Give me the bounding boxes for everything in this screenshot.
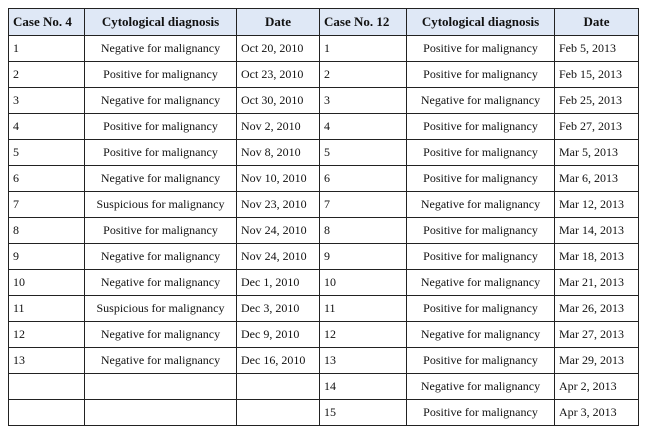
table-row <box>9 400 639 426</box>
table-row <box>9 166 639 192</box>
header-case-no-4: Case No. 4 <box>9 9 85 36</box>
date-4-cell: Oct 23, 2010 <box>237 62 320 88</box>
date-4-cell: Nov 24, 2010 <box>237 244 320 270</box>
diagnosis-12-cell: Positive for malignancy <box>407 244 555 270</box>
diagnosis-12-cell: Positive for malignancy <box>407 296 555 322</box>
diagnosis-4-cell: Negative for malignancy <box>85 348 237 374</box>
diagnosis-4-cell: Suspicious for malignancy <box>85 192 237 218</box>
cytology-table <box>8 8 639 426</box>
date-4-cell: Nov 23, 2010 <box>237 192 320 218</box>
table-row <box>9 322 639 348</box>
diagnosis-12-cell: Negative for malignancy <box>407 374 555 400</box>
case-no-4-cell: 5 <box>9 140 85 166</box>
date-12-cell: Mar 26, 2013 <box>555 296 639 322</box>
date-4-cell: Nov 24, 2010 <box>237 218 320 244</box>
date-4-cell: Nov 2, 2010 <box>237 114 320 140</box>
diagnosis-4-cell: Positive for malignancy <box>85 218 237 244</box>
date-4-cell: Dec 3, 2010 <box>237 296 320 322</box>
date-4-cell: Dec 9, 2010 <box>237 322 320 348</box>
date-12-cell: Feb 25, 2013 <box>555 88 639 114</box>
date-4-cell: Nov 10, 2010 <box>237 166 320 192</box>
case-no-12-cell: 3 <box>320 88 407 114</box>
diagnosis-4-cell: Negative for malignancy <box>85 36 237 62</box>
case-no-4-cell <box>9 400 85 426</box>
diagnosis-4-cell: Negative for malignancy <box>85 166 237 192</box>
table-row <box>9 374 639 400</box>
date-12-cell: Mar 6, 2013 <box>555 166 639 192</box>
case-no-12-cell: 8 <box>320 218 407 244</box>
diagnosis-12-cell: Positive for malignancy <box>407 62 555 88</box>
table-row <box>9 244 639 270</box>
date-12-cell: Feb 27, 2013 <box>555 114 639 140</box>
table-row <box>9 140 639 166</box>
case-no-4-cell: 6 <box>9 166 85 192</box>
case-no-12-cell: 5 <box>320 140 407 166</box>
case-no-4-cell: 13 <box>9 348 85 374</box>
case-no-12-cell: 10 <box>320 270 407 296</box>
table-row <box>9 296 639 322</box>
diagnosis-4-cell <box>85 374 237 400</box>
case-no-12-cell: 11 <box>320 296 407 322</box>
case-no-4-cell: 3 <box>9 88 85 114</box>
table-body <box>9 36 639 426</box>
case-no-4-cell: 11 <box>9 296 85 322</box>
diagnosis-4-cell: Positive for malignancy <box>85 114 237 140</box>
date-4-cell: Oct 30, 2010 <box>237 88 320 114</box>
date-4-cell: Dec 16, 2010 <box>237 348 320 374</box>
date-12-cell: Mar 29, 2013 <box>555 348 639 374</box>
diagnosis-4-cell: Positive for malignancy <box>85 62 237 88</box>
diagnosis-12-cell: Positive for malignancy <box>407 166 555 192</box>
date-12-cell: Mar 5, 2013 <box>555 140 639 166</box>
table-row <box>9 192 639 218</box>
case-no-4-cell: 9 <box>9 244 85 270</box>
date-12-cell: Apr 3, 2013 <box>555 400 639 426</box>
table-row <box>9 348 639 374</box>
table-row <box>9 114 639 140</box>
case-no-12-cell: 15 <box>320 400 407 426</box>
diagnosis-4-cell: Negative for malignancy <box>85 88 237 114</box>
diagnosis-12-cell: Positive for malignancy <box>407 36 555 62</box>
diagnosis-12-cell: Negative for malignancy <box>407 88 555 114</box>
diagnosis-4-cell: Negative for malignancy <box>85 270 237 296</box>
diagnosis-12-cell: Positive for malignancy <box>407 400 555 426</box>
case-no-4-cell: 12 <box>9 322 85 348</box>
date-12-cell: Mar 21, 2013 <box>555 270 639 296</box>
case-no-12-cell: 1 <box>320 36 407 62</box>
table-row <box>9 36 639 62</box>
diagnosis-12-cell: Negative for malignancy <box>407 322 555 348</box>
diagnosis-12-cell: Positive for malignancy <box>407 218 555 244</box>
date-12-cell: Feb 5, 2013 <box>555 36 639 62</box>
date-4-cell: Nov 8, 2010 <box>237 140 320 166</box>
date-12-cell: Feb 15, 2013 <box>555 62 639 88</box>
diagnosis-12-cell: Negative for malignancy <box>407 192 555 218</box>
case-no-12-cell: 2 <box>320 62 407 88</box>
case-no-4-cell: 2 <box>9 62 85 88</box>
date-12-cell: Apr 2, 2013 <box>555 374 639 400</box>
date-4-cell <box>237 374 320 400</box>
header-date-4: Date <box>237 9 320 36</box>
table-row <box>9 88 639 114</box>
diagnosis-4-cell <box>85 400 237 426</box>
case-no-4-cell: 8 <box>9 218 85 244</box>
case-no-4-cell: 1 <box>9 36 85 62</box>
case-no-12-cell: 7 <box>320 192 407 218</box>
diagnosis-12-cell: Positive for malignancy <box>407 114 555 140</box>
table-row <box>9 62 639 88</box>
case-no-12-cell: 14 <box>320 374 407 400</box>
case-no-12-cell: 6 <box>320 166 407 192</box>
header-row <box>9 9 639 36</box>
date-4-cell: Oct 20, 2010 <box>237 36 320 62</box>
diagnosis-12-cell: Positive for malignancy <box>407 348 555 374</box>
table-row <box>9 218 639 244</box>
header-cytological-diagnosis-12: Cytological diagnosis <box>407 9 555 36</box>
date-12-cell: Mar 18, 2013 <box>555 244 639 270</box>
case-no-4-cell: 7 <box>9 192 85 218</box>
case-no-12-cell: 4 <box>320 114 407 140</box>
date-4-cell <box>237 400 320 426</box>
date-4-cell: Dec 1, 2010 <box>237 270 320 296</box>
diagnosis-4-cell: Negative for malignancy <box>85 244 237 270</box>
case-no-4-cell <box>9 374 85 400</box>
date-12-cell: Mar 27, 2013 <box>555 322 639 348</box>
table-row <box>9 270 639 296</box>
case-no-12-cell: 12 <box>320 322 407 348</box>
header-cytological-diagnosis-4: Cytological diagnosis <box>85 9 237 36</box>
case-no-4-cell: 4 <box>9 114 85 140</box>
case-no-12-cell: 9 <box>320 244 407 270</box>
diagnosis-4-cell: Negative for malignancy <box>85 322 237 348</box>
diagnosis-4-cell: Suspicious for malignancy <box>85 296 237 322</box>
diagnosis-12-cell: Positive for malignancy <box>407 140 555 166</box>
date-12-cell: Mar 14, 2013 <box>555 218 639 244</box>
diagnosis-12-cell: Negative for malignancy <box>407 270 555 296</box>
case-no-12-cell: 13 <box>320 348 407 374</box>
header-case-no-12: Case No. 12 <box>320 9 407 36</box>
header-date-12: Date <box>555 9 639 36</box>
diagnosis-4-cell: Positive for malignancy <box>85 140 237 166</box>
date-12-cell: Mar 12, 2013 <box>555 192 639 218</box>
case-no-4-cell: 10 <box>9 270 85 296</box>
